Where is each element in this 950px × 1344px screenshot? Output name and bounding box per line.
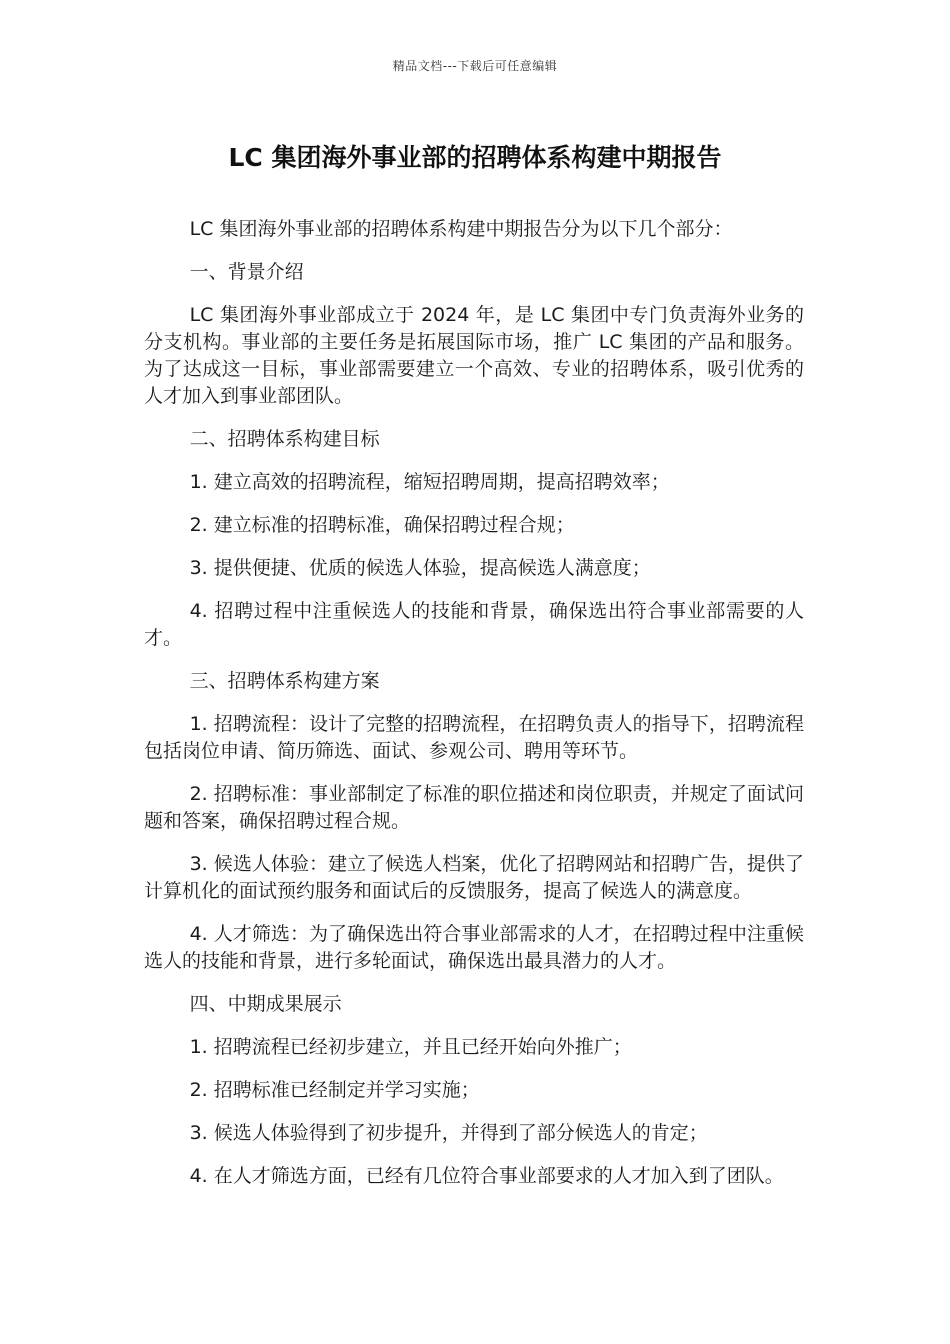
list-item-goal-1: 1. 建立高效的招聘流程，缩短招聘周期，提高招聘效率；	[189, 471, 670, 493]
list-item-goal-3: 3. 提供便捷、优质的候选人体验，提高候选人满意度；	[189, 557, 651, 579]
list-item-goal-2: 2. 建立标准的招聘标准，确保招聘过程合规；	[189, 514, 575, 536]
section-heading-results: 四、中期成果展示	[189, 993, 342, 1015]
list-item-result-3: 3. 候选人体验得到了初步提升，并得到了部分候选人的肯定；	[189, 1122, 708, 1144]
section-heading-background: 一、背景介绍	[189, 261, 304, 283]
list-item-plan-1: 1. 招聘流程：设计了完整的招聘流程，在招聘负责人的指导下，招聘流程包括岗位申请、简历筛选、面试、参观公司、聘用等环节。	[144, 713, 804, 762]
list-item-result-4: 4. 在人才筛选方面，已经有几位符合事业部要求的人才加入到了团队。	[189, 1165, 784, 1187]
section-heading-plan: 三、招聘体系构建方案	[189, 670, 380, 692]
document-title: LC 集团海外事业部的招聘体系构建中期报告	[228, 143, 722, 172]
paragraph-background: LC 集团海外事业部成立于 2024 年，是 LC 集团中专门负责海外业务的分支机构。事业部的主要任务是拓展国际市场，推广 LC 集团的产品和服务。为了达成这一目标，事业部需要建立一个高效、专业的招聘体系，吸引优秀的人才加入到事业部团队。	[144, 304, 804, 407]
paragraph-intro: LC 集团海外事业部的招聘体系构建中期报告分为以下几个部分：	[189, 218, 733, 240]
list-item-goal-4: 4. 招聘过程中注重候选人的技能和背景，确保选出符合事业部需要的人才。	[144, 600, 804, 649]
header-note: 精品文档---下载后可任意编辑	[392, 59, 558, 73]
list-item-plan-4: 4. 人才筛选：为了确保选出符合事业部需求的人才，在招聘过程中注重候选人的技能和背景，进行多轮面试，确保选出最具潜力的人才。	[144, 923, 804, 972]
list-item-plan-2: 2. 招聘标准：事业部制定了标准的职位描述和岗位职责，并规定了面试问题和答案，确保招聘过程合规。	[144, 783, 804, 832]
list-item-plan-3: 3. 候选人体验：建立了候选人档案，优化了招聘网站和招聘广告，提供了计算机化的面试预约服务和面试后的反馈服务，提高了候选人的满意度。	[144, 853, 804, 902]
section-heading-goals: 二、招聘体系构建目标	[189, 428, 380, 450]
list-item-result-2: 2. 招聘标准已经制定并学习实施；	[189, 1079, 480, 1101]
document-body	[144, 216, 804, 1206]
list-item-result-1: 1. 招聘流程已经初步建立，并且已经开始向外推广；	[189, 1036, 632, 1058]
